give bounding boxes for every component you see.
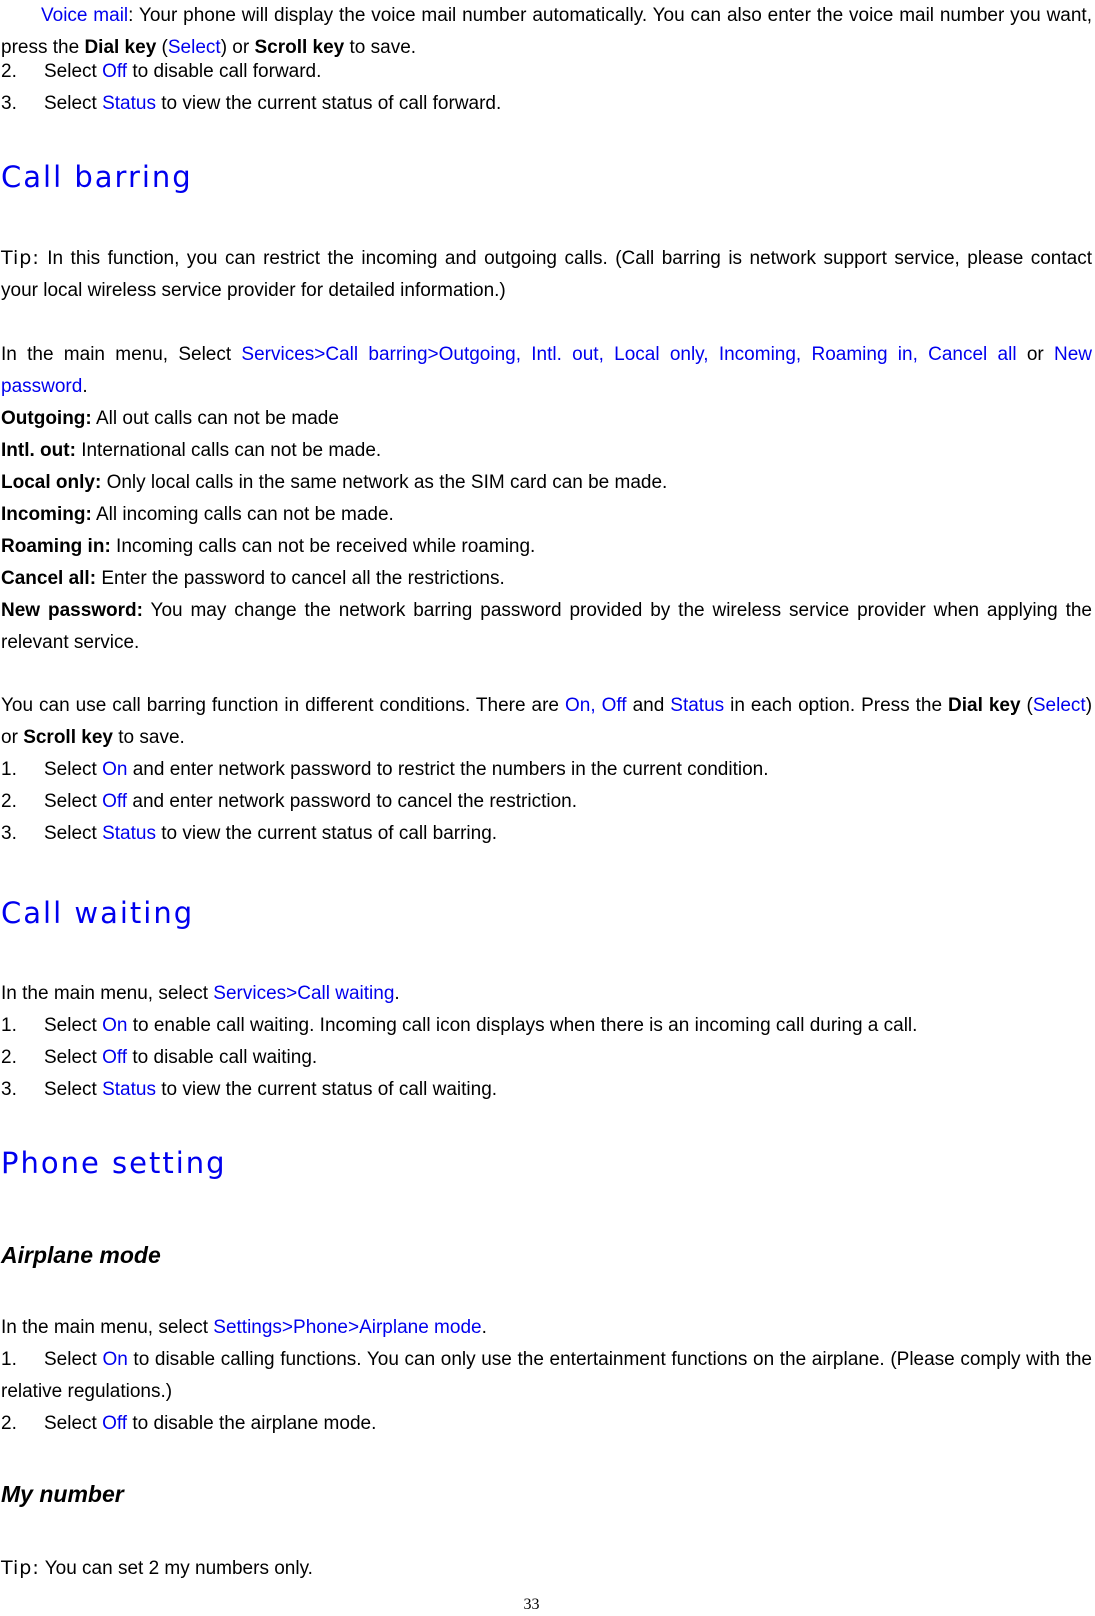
tip-label: Tip: <box>1 1557 40 1579</box>
list-item: 2. Select Off to disable the airplane mode. <box>1 1413 377 1434</box>
list-item: 1. Select On to disable calling functions. You can only use the entertainment functions on the airplane. (Please comply with the relative regulations.) <box>1 1349 1092 1402</box>
heading-call-barring: Call barring <box>1 160 193 194</box>
heading-airplane-mode: Airplane mode <box>1 1242 161 1268</box>
option-local-only: Local only: Only local calls in the same network as the SIM card can be made. <box>1 472 668 493</box>
my-number-tip: Tip: You can set 2 my numbers only. <box>1 1557 313 1579</box>
option-roaming-in: Roaming in: Incoming calls can not be received while roaming. <box>1 536 536 557</box>
option-incoming: Incoming: All incoming calls can not be made. <box>1 504 394 525</box>
list-item: 2. Select Off and enter network password to cancel the restriction. <box>1 791 577 812</box>
list-item: 3. Select Status to view the current status of call forward. <box>1 93 502 114</box>
call-barring-tip: Tip: In this function, you can restrict the incoming and outgoing calls. (Call barring is network support service, please contact your local wireless service provider for detailed information.) <box>1 247 1092 301</box>
list-item: 1. Select On to enable call waiting. Incoming call icon displays when there is an incoming call during a call. <box>1 1015 918 1036</box>
option-new-password: New password: You may change the network barring password provided by the wireless service provider when applying the relevant service. <box>1 600 1092 653</box>
option-cancel-all: Cancel all: Enter the password to cancel all the restrictions. <box>1 568 505 589</box>
voice-mail-link: Voice mail <box>41 5 129 26</box>
voice-mail-paragraph: Voice mail: Your phone will display the voice mail number automatically. You can also enter the voice mail number you want, press the Dial key (Select) or Scroll key to save. <box>1 5 1092 58</box>
call-barring-usage: You can use call barring function in different conditions. There are On, Off and Status in each option. Press the Dial key (Select) or Scroll key to save. <box>1 695 1093 748</box>
call-barring-menu-path: In the main menu, Select Services>Call barring>Outgoing, Intl. out, Local only, Incoming, Roaming in, Cancel all or New password. <box>1 344 1092 397</box>
option-intl-out: Intl. out: International calls can not be made. <box>1 440 382 461</box>
list-item: 1. Select On and enter network password to restrict the numbers in the current condition. <box>1 759 769 780</box>
airplane-menu-path: In the main menu, select Settings>Phone>Airplane mode. <box>1 1317 487 1338</box>
list-item: 3. Select Status to view the current status of call waiting. <box>1 1079 498 1100</box>
heading-call-waiting: Call waiting <box>1 896 195 930</box>
scroll-key-label: Scroll key <box>254 37 345 58</box>
heading-my-number: My number <box>1 1481 124 1507</box>
option-outgoing: Outgoing: All out calls can not be made <box>1 408 339 429</box>
call-waiting-menu-path: In the main menu, select Services>Call waiting. <box>1 983 400 1004</box>
list-item: 2. Select Off to disable call forward. <box>1 61 322 82</box>
page-number: 33 <box>523 1596 540 1613</box>
list-item: 2. Select Off to disable call waiting. <box>1 1047 318 1068</box>
tip-label: Tip: <box>1 247 40 269</box>
heading-phone-setting: Phone setting <box>1 1146 227 1180</box>
select-key-label: Select <box>167 37 221 58</box>
dial-key-label: Dial key <box>84 37 157 58</box>
list-item: 3. Select Status to view the current status of call barring. <box>1 823 498 844</box>
